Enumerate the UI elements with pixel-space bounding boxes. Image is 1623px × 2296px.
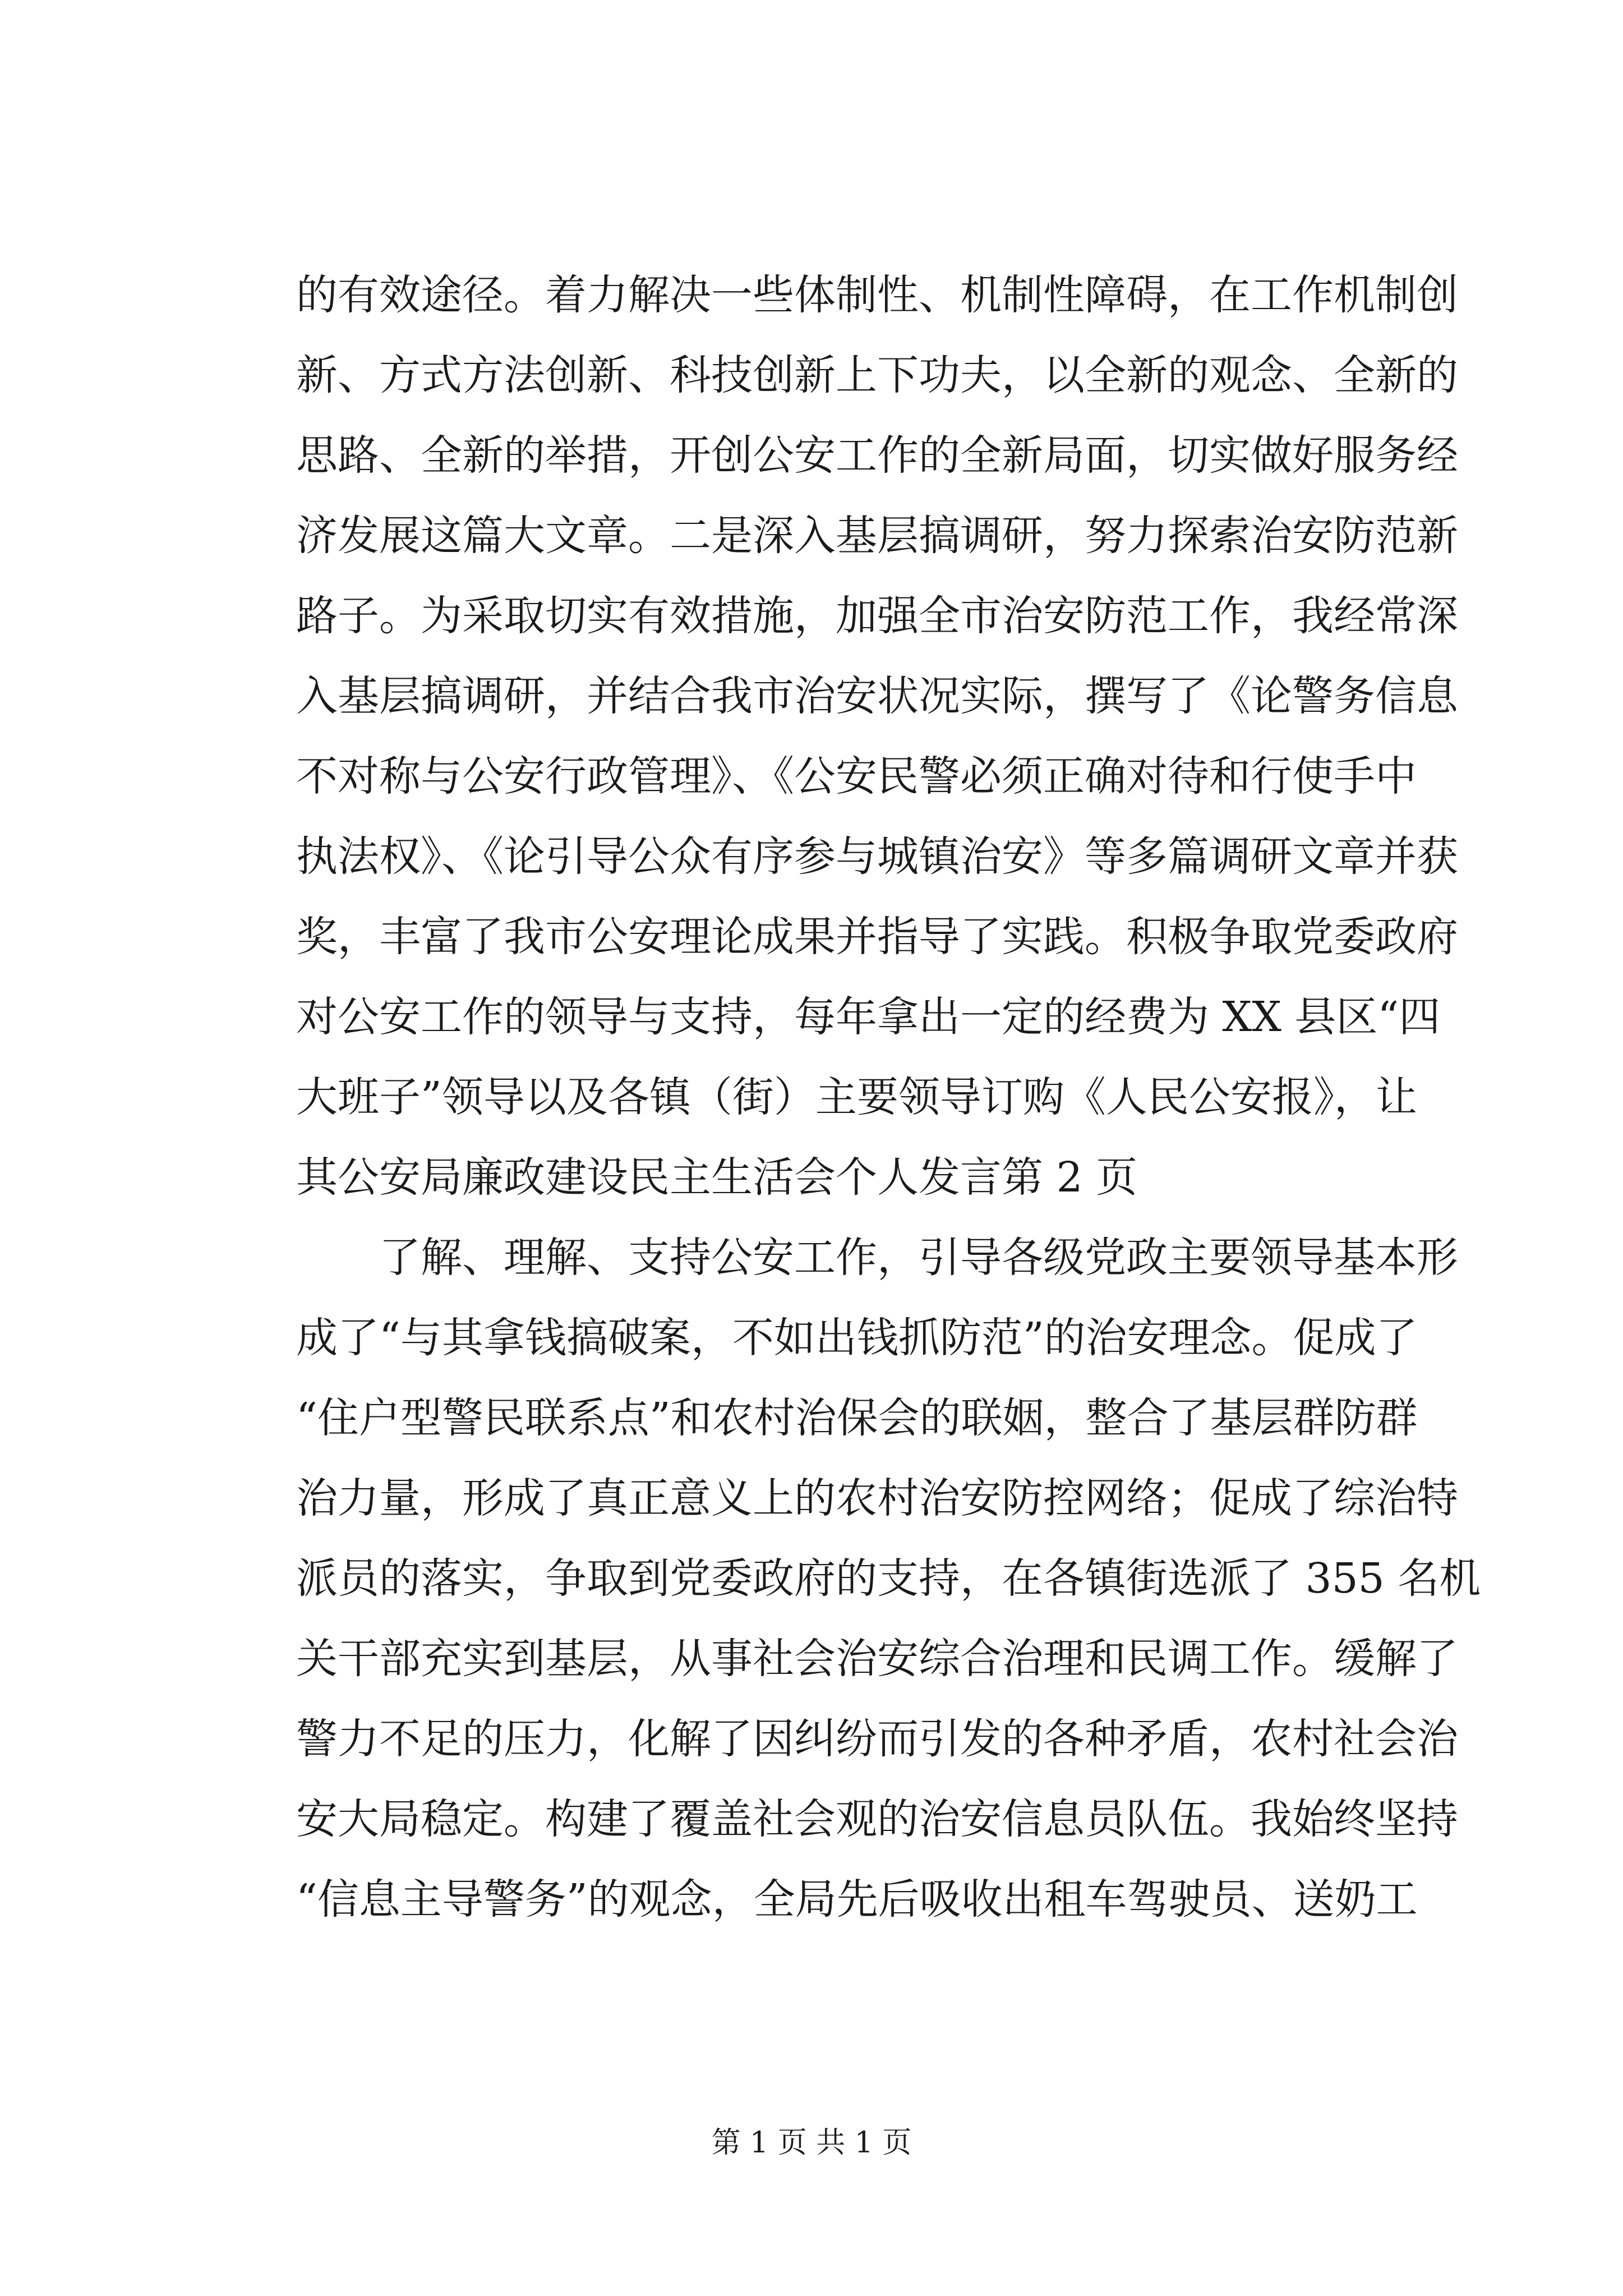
page-footer: 第 1 页 共 1 页	[711, 2126, 912, 2160]
text-line: 不对称与公安行政管理》、《公安民警必须正确对待和行使手中	[296, 752, 1417, 800]
text-line: 济发展这篇大文章。二是深入基层搞调研，努力探索治安防范新	[296, 512, 1458, 560]
text-line: 关干部充实到基层，从事社会治安综合治理和民调工作。缓解了	[296, 1635, 1458, 1683]
text-line: 思路、全新的举措，开创公安工作的全新局面，切实做好服务经	[296, 431, 1458, 480]
text-line: 的有效途径。着力解决一些体制性、机制性障碍，在工作机制创	[296, 271, 1458, 319]
text-line: 大班子”领导以及各镇（街）主要领导订购《人民公安报》，让	[296, 1073, 1417, 1121]
text-line: 安大局稳定。构建了覆盖社会观的治安信息员队伍。我始终坚持	[296, 1795, 1458, 1843]
text-line: 警力不足的压力，化解了因纠纷而引发的各种矛盾，农村社会治	[296, 1715, 1458, 1763]
text-line: 成了“与其拿钱搞破案，不如出钱抓防范”的治安理念。促成了	[296, 1314, 1418, 1362]
text-line: 新、方式方法创新、科技创新上下功夫，以全新的观念、全新的	[296, 351, 1458, 399]
text-line: 入基层搞调研，并结合我市治安状况实际，撰写了《论警务信息	[296, 672, 1458, 720]
text-line: 执法权》、《论引导公众有序参与城镇治安》等多篇调研文章并获	[296, 832, 1458, 881]
text-line: 奖，丰富了我市公安理论成果并指导了实践。积极争取党委政府	[296, 913, 1458, 961]
text-line: “住户型警民联系点”和农村治保会的联姻，整合了基层群防群	[296, 1394, 1418, 1442]
text-line: “信息主导警务”的观念，全局先后吸收出租车驾驶员、送奶工	[296, 1875, 1418, 1924]
text-line: 派员的落实，争取到党委政府的支持，在各镇街选派了 355 名机	[296, 1554, 1481, 1603]
text-line: 路子。为采取切实有效措施，加强全市治安防范工作，我经常深	[296, 592, 1458, 640]
text-line: 治力量，形成了真正意义上的农村治安防控网络；促成了综治特	[296, 1474, 1458, 1522]
text-line: 对公安工作的领导与支持，每年拿出一定的经费为 XX 县区“四	[296, 993, 1441, 1041]
body-text	[296, 255, 1481, 1940]
paragraph-first-line: 了解、理解、支持公安工作，引导各级党政主要领导基本形	[379, 1234, 1458, 1282]
text-line: 其公安局廉政建设民主生活会个人发言第 2 页	[296, 1153, 1138, 1202]
